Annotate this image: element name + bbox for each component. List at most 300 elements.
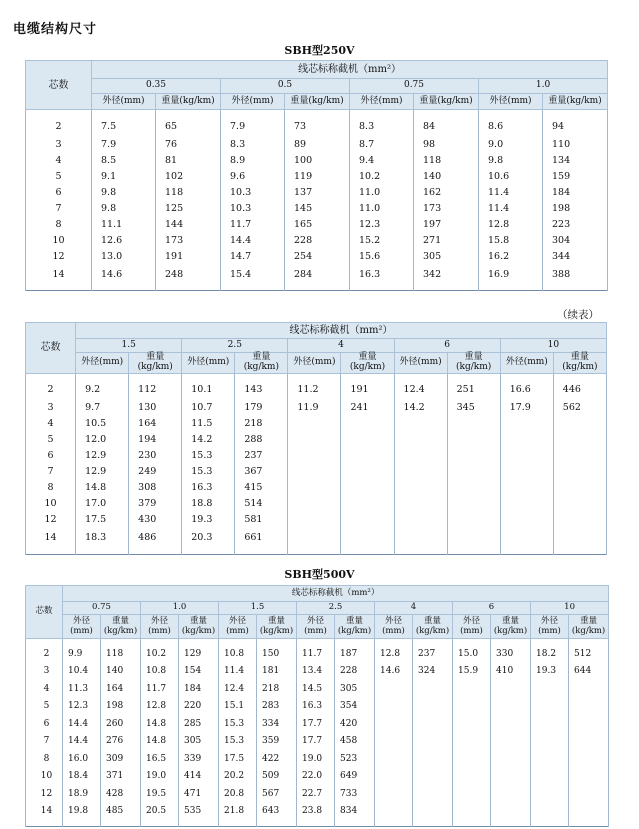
weight-cell: 359	[257, 733, 297, 751]
outer-diameter-cell: 11.7	[297, 639, 335, 663]
table-row	[26, 803, 609, 827]
outer-diameter-header	[297, 615, 335, 639]
weight-cell	[569, 715, 609, 733]
table-row	[26, 698, 609, 716]
size-header: 6	[394, 339, 500, 353]
table-row	[26, 216, 608, 232]
table-row	[26, 750, 609, 768]
table-row	[26, 512, 607, 528]
outer-diameter-cell: 18.8	[182, 496, 235, 512]
size-header: 0.75	[350, 79, 479, 94]
outer-diameter-cell: 12.0	[76, 432, 129, 448]
weight-cell: 535	[179, 803, 219, 827]
header-line: (kg/km)	[103, 625, 138, 636]
outer-diameter-cell: 9.7	[76, 400, 129, 416]
weight-cell	[491, 768, 531, 786]
weight-cell: 119	[285, 168, 350, 184]
weight-cell: 191	[156, 248, 221, 264]
outer-diameter-cell: 11.9	[288, 400, 341, 416]
weight-cell: 379	[129, 496, 182, 512]
outer-diameter-cell: 10.3	[221, 200, 285, 216]
weight-cell	[553, 528, 606, 555]
weight-cell: 118	[414, 152, 479, 168]
outer-diameter-cell: 14.6	[375, 663, 413, 681]
outer-diameter-cell	[453, 750, 491, 768]
outer-diameter-cell: 10.2	[141, 639, 179, 663]
weight-header	[569, 615, 609, 639]
header-line: (kg/km)	[259, 625, 294, 636]
table-row	[26, 373, 607, 400]
weight-cell	[491, 733, 531, 751]
weight-cell: 523	[335, 750, 375, 768]
outer-diameter-cell: 14.5	[297, 680, 335, 698]
outer-diameter-cell: 14.8	[141, 715, 179, 733]
weight-header: 重量(kg/km)	[129, 353, 182, 374]
cores-cell: 8	[26, 750, 63, 768]
table-row	[26, 400, 607, 416]
weight-cell: 834	[335, 803, 375, 827]
outer-diameter-cell: 17.0	[76, 496, 129, 512]
weight-cell: 140	[101, 663, 141, 681]
outer-diameter-cell: 12.3	[350, 216, 414, 232]
outer-diameter-cell	[500, 432, 553, 448]
weight-cell	[341, 512, 394, 528]
weight-cell	[341, 496, 394, 512]
table1	[25, 60, 608, 291]
outer-diameter-cell: 18.2	[531, 639, 569, 663]
outer-diameter-cell: 18.4	[63, 768, 101, 786]
weight-cell: 288	[235, 432, 288, 448]
size-header: 1.0	[479, 79, 608, 94]
weight-cell: 414	[179, 768, 219, 786]
header-line: 重量	[501, 616, 519, 627]
weight-cell: 446	[553, 373, 606, 400]
header-line: (mm)	[148, 625, 171, 636]
weight-header: 重量(kg/km)	[414, 94, 479, 110]
outer-diameter-cell: 12.3	[63, 698, 101, 716]
weight-cell	[447, 448, 500, 464]
weight-cell: 237	[235, 448, 288, 464]
table-row	[26, 464, 607, 480]
cores-cell: 2	[26, 373, 76, 400]
table-row	[26, 416, 607, 432]
header-line: (kg/km)	[571, 625, 606, 636]
cores-cell: 2	[26, 110, 92, 137]
weight-cell: 512	[569, 639, 609, 663]
outer-diameter-cell: 9.1	[92, 168, 156, 184]
page-title: 电缆结构尺寸	[13, 22, 98, 37]
size-header: 0.5	[221, 79, 350, 94]
weight-cell: 173	[414, 200, 479, 216]
cores-cell: 4	[26, 152, 92, 168]
weight-cell: 179	[235, 400, 288, 416]
weight-cell: 143	[235, 373, 288, 400]
outer-diameter-cell: 15.3	[219, 715, 257, 733]
outer-diameter-cell: 20.8	[219, 785, 257, 803]
outer-diameter-cell	[500, 528, 553, 555]
outer-diameter-cell	[394, 496, 447, 512]
table1-title: SBH型250V	[284, 44, 355, 57]
weight-cell	[491, 785, 531, 803]
weight-cell: 324	[413, 663, 453, 681]
outer-diameter-header: 外径(mm)	[76, 353, 129, 374]
cross-section-group-header: 线芯标称截机（mm²）	[63, 586, 609, 602]
weight-cell	[413, 733, 453, 751]
weight-cell	[341, 464, 394, 480]
outer-diameter-cell	[375, 733, 413, 751]
weight-cell	[447, 512, 500, 528]
weight-cell: 644	[569, 663, 609, 681]
weight-cell: 102	[156, 168, 221, 184]
weight-cell: 415	[235, 480, 288, 496]
cores-cell: 6	[26, 715, 63, 733]
weight-cell: 164	[129, 416, 182, 432]
weight-cell: 567	[257, 785, 297, 803]
weight-cell	[569, 803, 609, 827]
outer-diameter-cell	[375, 768, 413, 786]
outer-diameter-cell	[394, 416, 447, 432]
outer-diameter-cell: 15.4	[221, 264, 285, 291]
outer-diameter-cell: 10.8	[219, 639, 257, 663]
table-row	[26, 232, 608, 248]
weight-header	[491, 615, 531, 639]
outer-diameter-cell: 13.4	[297, 663, 335, 681]
header-line: (mm)	[382, 625, 405, 636]
size-header: 4	[288, 339, 394, 353]
weight-cell: 562	[553, 400, 606, 416]
weight-cell: 342	[414, 264, 479, 291]
weight-cell: 345	[447, 400, 500, 416]
outer-diameter-cell	[453, 680, 491, 698]
outer-diameter-cell	[375, 680, 413, 698]
header-line: 外径	[228, 616, 246, 627]
weight-cell: 159	[543, 168, 608, 184]
weight-cell	[341, 416, 394, 432]
weight-header: 重量(kg/km)	[341, 353, 394, 374]
cores-cell: 6	[26, 448, 76, 464]
outer-diameter-header: 外径(mm)	[350, 94, 414, 110]
weight-cell: 76	[156, 136, 221, 152]
outer-diameter-cell	[288, 416, 341, 432]
outer-diameter-cell: 20.2	[219, 768, 257, 786]
weight-cell	[553, 416, 606, 432]
outer-diameter-cell: 14.7	[221, 248, 285, 264]
weight-cell: 458	[335, 733, 375, 751]
header-line: 外径	[306, 616, 324, 627]
weight-cell: 285	[179, 715, 219, 733]
weight-cell: 339	[179, 750, 219, 768]
header-line: (mm)	[460, 625, 483, 636]
header-line: 重量	[423, 616, 441, 627]
outer-diameter-header: 外径(mm)	[288, 353, 341, 374]
weight-cell: 112	[129, 373, 182, 400]
weight-cell: 164	[101, 680, 141, 698]
outer-diameter-cell: 15.6	[350, 248, 414, 264]
weight-cell: 154	[179, 663, 219, 681]
outer-diameter-cell: 9.8	[92, 184, 156, 200]
cores-cell: 10	[26, 768, 63, 786]
weight-cell	[413, 680, 453, 698]
size-header: 1.5	[76, 339, 182, 353]
table-row	[26, 680, 609, 698]
table-row	[26, 496, 607, 512]
outer-diameter-cell: 11.7	[221, 216, 285, 232]
weight-cell: 198	[101, 698, 141, 716]
weight-cell	[447, 464, 500, 480]
weight-header: 重量(kg/km)	[156, 94, 221, 110]
weight-cell: 733	[335, 785, 375, 803]
weight-cell: 84	[414, 110, 479, 137]
weight-header: 重量(kg/km)	[447, 353, 500, 374]
weight-header: 重量(kg/km)	[553, 353, 606, 374]
weight-cell: 308	[129, 480, 182, 496]
weight-cell	[553, 448, 606, 464]
table-row	[26, 715, 609, 733]
cores-cell: 10	[26, 496, 76, 512]
weight-cell: 129	[179, 639, 219, 663]
weight-cell: 198	[543, 200, 608, 216]
weight-cell: 228	[335, 663, 375, 681]
outer-diameter-cell: 20.3	[182, 528, 235, 555]
cores-cell: 7	[26, 200, 92, 216]
header-line: 重量	[111, 616, 129, 627]
outer-diameter-cell: 12.9	[76, 448, 129, 464]
cores-cell: 7	[26, 464, 76, 480]
outer-diameter-cell: 17.9	[500, 400, 553, 416]
outer-diameter-cell: 18.3	[76, 528, 129, 555]
outer-diameter-cell: 17.7	[297, 715, 335, 733]
weight-header	[413, 615, 453, 639]
outer-diameter-cell: 7.9	[92, 136, 156, 152]
outer-diameter-cell: 16.9	[479, 264, 543, 291]
weight-cell: 230	[129, 448, 182, 464]
outer-diameter-cell: 10.6	[479, 168, 543, 184]
weight-cell: 643	[257, 803, 297, 827]
cores-cell: 4	[26, 680, 63, 698]
table-row	[26, 785, 609, 803]
weight-cell: 260	[101, 715, 141, 733]
outer-diameter-cell: 9.2	[76, 373, 129, 400]
weight-cell: 430	[129, 512, 182, 528]
header-line: 重量	[580, 616, 598, 627]
size-header: 1.5	[219, 602, 297, 615]
outer-diameter-cell: 15.3	[219, 733, 257, 751]
outer-diameter-cell: 19.0	[141, 768, 179, 786]
outer-diameter-cell	[531, 803, 569, 827]
weight-cell: 509	[257, 768, 297, 786]
weight-cell: 371	[101, 768, 141, 786]
weight-cell: 140	[414, 168, 479, 184]
header-line: (mm)	[538, 625, 561, 636]
outer-diameter-cell	[531, 680, 569, 698]
outer-diameter-cell: 15.0	[453, 639, 491, 663]
table-row	[26, 768, 609, 786]
table-row	[26, 248, 608, 264]
outer-diameter-cell	[453, 803, 491, 827]
header-line: 重量	[345, 616, 363, 627]
outer-diameter-header: 外径(mm)	[500, 353, 553, 374]
weight-cell: 249	[129, 464, 182, 480]
cross-section-group-header: 线芯标称截机（mm²）	[76, 323, 607, 339]
outer-diameter-cell: 12.6	[92, 232, 156, 248]
weight-cell: 486	[129, 528, 182, 555]
weight-cell: 661	[235, 528, 288, 555]
weight-cell	[413, 785, 453, 803]
outer-diameter-cell: 19.8	[63, 803, 101, 827]
weight-cell: 309	[101, 750, 141, 768]
outer-diameter-cell: 15.8	[479, 232, 543, 248]
outer-diameter-cell: 7.9	[221, 110, 285, 137]
outer-diameter-cell: 13.0	[92, 248, 156, 264]
table2	[25, 322, 607, 555]
outer-diameter-cell	[394, 464, 447, 480]
weight-header: 重量(kg/km)	[235, 353, 288, 374]
outer-diameter-cell: 10.8	[141, 663, 179, 681]
weight-cell: 94	[543, 110, 608, 137]
table-row	[26, 432, 607, 448]
outer-diameter-cell	[453, 698, 491, 716]
weight-cell	[553, 464, 606, 480]
weight-cell: 284	[285, 264, 350, 291]
outer-diameter-cell: 23.8	[297, 803, 335, 827]
outer-diameter-cell: 16.3	[350, 264, 414, 291]
table-row	[26, 733, 609, 751]
weight-cell: 98	[414, 136, 479, 152]
outer-diameter-cell	[288, 528, 341, 555]
outer-diameter-cell: 9.0	[479, 136, 543, 152]
table-row	[26, 152, 608, 168]
outer-diameter-cell	[531, 698, 569, 716]
cores-cell: 12	[26, 512, 76, 528]
cores-header: 芯数	[26, 61, 92, 110]
weight-cell: 65	[156, 110, 221, 137]
outer-diameter-cell: 22.0	[297, 768, 335, 786]
weight-cell: 125	[156, 200, 221, 216]
weight-cell	[413, 715, 453, 733]
outer-diameter-cell: 16.3	[182, 480, 235, 496]
header-line: 外径	[150, 616, 168, 627]
header-line: (kg/km)	[493, 625, 528, 636]
weight-cell: 305	[335, 680, 375, 698]
cores-cell: 12	[26, 785, 63, 803]
weight-cell	[569, 733, 609, 751]
size-header: 4	[375, 602, 453, 615]
weight-cell	[569, 768, 609, 786]
weight-cell: 184	[543, 184, 608, 200]
table-row	[26, 528, 607, 555]
outer-diameter-cell: 14.6	[92, 264, 156, 291]
outer-diameter-cell	[500, 416, 553, 432]
table-row	[26, 264, 608, 291]
table-row	[26, 184, 608, 200]
outer-diameter-cell: 11.3	[63, 680, 101, 698]
header-line: (kg/km)	[415, 625, 450, 636]
weight-cell: 241	[341, 400, 394, 416]
table-row	[26, 663, 609, 681]
outer-diameter-cell: 9.4	[350, 152, 414, 168]
outer-diameter-cell: 8.3	[221, 136, 285, 152]
weight-cell: 181	[257, 663, 297, 681]
outer-diameter-cell	[394, 448, 447, 464]
outer-diameter-cell: 12.8	[375, 639, 413, 663]
outer-diameter-cell	[500, 512, 553, 528]
cores-cell: 14	[26, 264, 92, 291]
outer-diameter-cell: 9.8	[92, 200, 156, 216]
cores-cell: 6	[26, 184, 92, 200]
outer-diameter-cell: 19.0	[297, 750, 335, 768]
outer-diameter-cell	[531, 715, 569, 733]
outer-diameter-cell: 19.3	[531, 663, 569, 681]
weight-cell: 367	[235, 464, 288, 480]
weight-header	[335, 615, 375, 639]
weight-cell: 73	[285, 110, 350, 137]
outer-diameter-cell	[394, 480, 447, 496]
weight-cell: 581	[235, 512, 288, 528]
table-row	[26, 448, 607, 464]
weight-cell: 330	[491, 639, 531, 663]
outer-diameter-cell: 8.3	[350, 110, 414, 137]
table-row	[26, 639, 609, 663]
weight-cell: 110	[543, 136, 608, 152]
weight-cell: 223	[543, 216, 608, 232]
outer-diameter-cell: 11.4	[479, 184, 543, 200]
outer-diameter-header: 外径(mm)	[221, 94, 285, 110]
header-line: 重量	[267, 616, 285, 627]
weight-cell: 305	[179, 733, 219, 751]
outer-diameter-cell: 10.7	[182, 400, 235, 416]
outer-diameter-cell: 10.1	[182, 373, 235, 400]
weight-cell: 344	[543, 248, 608, 264]
outer-diameter-cell: 12.8	[479, 216, 543, 232]
table3	[25, 585, 609, 827]
cores-cell: 5	[26, 698, 63, 716]
table-row	[26, 110, 608, 137]
weight-cell: 428	[101, 785, 141, 803]
weight-cell: 118	[156, 184, 221, 200]
weight-cell	[569, 785, 609, 803]
outer-diameter-cell	[288, 448, 341, 464]
weight-cell: 89	[285, 136, 350, 152]
outer-diameter-cell	[531, 785, 569, 803]
weight-cell	[569, 750, 609, 768]
table-row	[26, 200, 608, 216]
outer-diameter-cell: 14.2	[394, 400, 447, 416]
outer-diameter-cell: 8.5	[92, 152, 156, 168]
weight-cell	[491, 750, 531, 768]
outer-diameter-header: 外径(mm)	[182, 353, 235, 374]
weight-cell: 162	[414, 184, 479, 200]
weight-header	[179, 615, 219, 639]
table-row	[26, 480, 607, 496]
weight-cell	[447, 528, 500, 555]
cores-header: 芯数	[26, 586, 63, 639]
weight-cell: 237	[413, 639, 453, 663]
weight-cell: 276	[101, 733, 141, 751]
header-line: (mm)	[226, 625, 249, 636]
weight-cell: 248	[156, 264, 221, 291]
outer-diameter-cell: 14.4	[63, 733, 101, 751]
weight-cell: 191	[341, 373, 394, 400]
weight-cell	[413, 768, 453, 786]
weight-cell: 218	[235, 416, 288, 432]
weight-cell	[569, 680, 609, 698]
weight-cell: 144	[156, 216, 221, 232]
weight-cell	[491, 803, 531, 827]
cores-cell: 3	[26, 663, 63, 681]
outer-diameter-cell: 10.2	[350, 168, 414, 184]
weight-cell: 81	[156, 152, 221, 168]
weight-cell: 304	[543, 232, 608, 248]
